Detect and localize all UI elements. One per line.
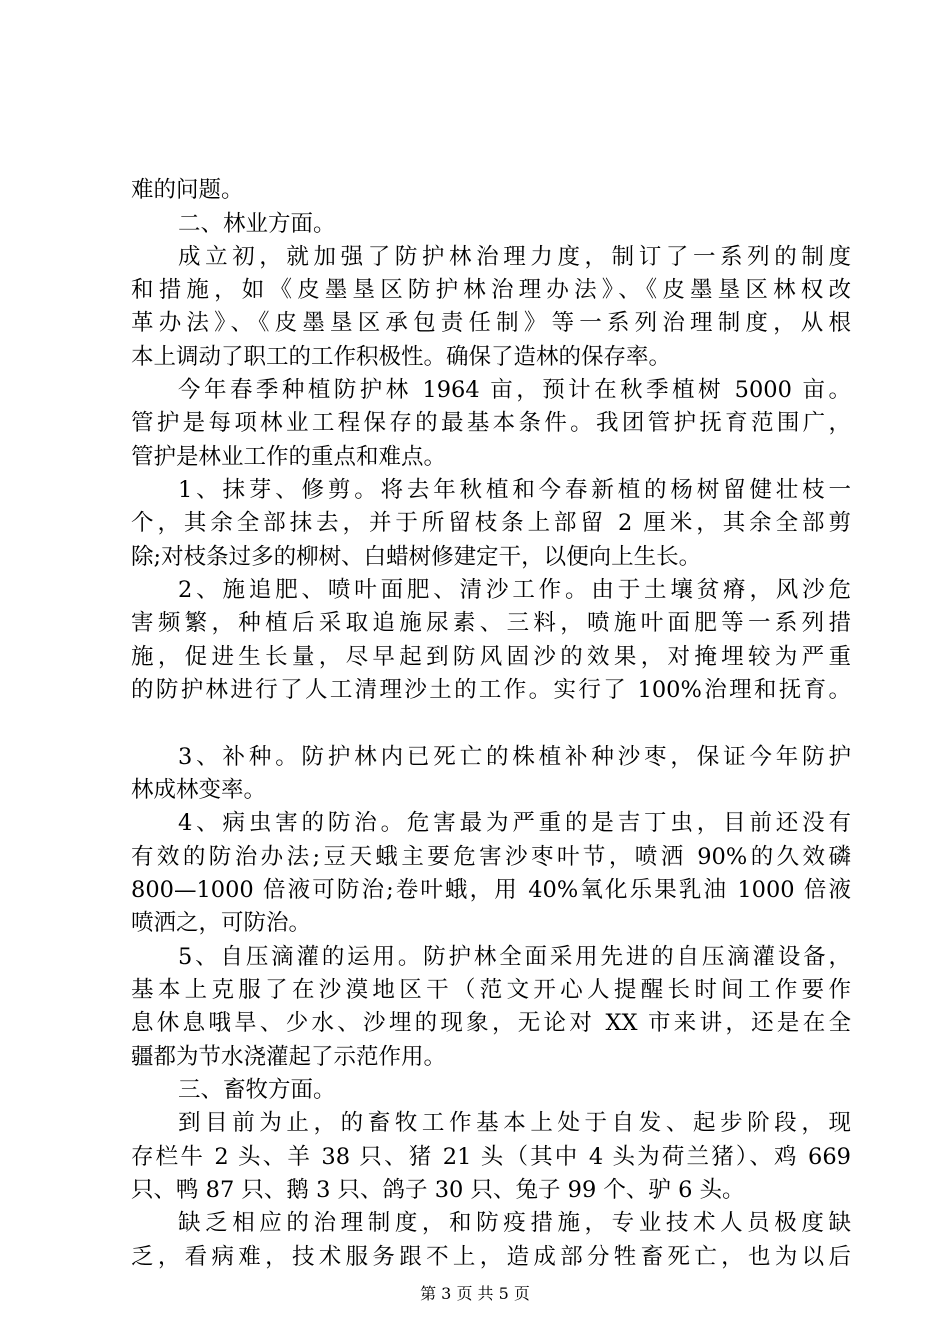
text-line: 管护是林业工作的重点和难点。 [131, 444, 447, 470]
text-line: 个，其余全部抹去，并于所留枝条上部留 2 厘米，其余全部剪 [131, 510, 851, 536]
text-line: 的防护林进行了人工清理沙土的工作。实行了 100%治理和抚育。 [131, 677, 851, 703]
text-line: 本上调动了职工的工作积极性。确保了造林的保存率。 [131, 344, 672, 370]
text-line: 缺乏相应的治理制度，和防疫措施，专业技术人员极度缺 [178, 1210, 851, 1236]
list-item-pruning: 1、抹芽、修剪。将去年秋植和今春新植的杨树留健壮枝一 [178, 477, 851, 503]
text-line: 革办法》、《皮墨垦区承包责任制》等一系列治理制度，从根 [131, 310, 851, 336]
text-line: 疆都为节水浇灌起了示范作用。 [131, 1044, 447, 1070]
list-item-drip-irrigation: 5、自压滴灌的运用。防护林全面采用先进的自压滴灌设备， [178, 944, 851, 970]
text-line: 难的问题。 [131, 177, 244, 203]
text-line: 存栏牛 2 头、羊 38 只、猪 21 头（其中 4 头为荷兰猪）、鸡 669 [131, 1144, 851, 1170]
list-item-pest-control: 4、病虫害的防治。危害最为严重的是吉丁虫，目前还没有 [178, 810, 851, 836]
text-line: 管护是每项林业工程保存的最基本条件。我团管护抚育范围广， [131, 410, 851, 436]
text-line: 今年春季种植防护林 1964 亩，预计在秋季植树 5000 亩。 [178, 377, 851, 403]
section-heading-livestock: 三、畜牧方面。 [178, 1077, 336, 1103]
text-line: 林成林变率。 [131, 777, 267, 803]
text-line: 施，促进生长量，尽早起到防风固沙的效果，对掩埋较为严重 [131, 644, 851, 670]
text-line: 喷洒之，可防治。 [131, 910, 312, 936]
list-item-fertilizing: 2、施追肥、喷叶面肥、清沙工作。由于土壤贫瘠，风沙危 [178, 577, 851, 603]
page-footer: 第 3 页 共 5 页 [420, 1284, 530, 1303]
text-line: 乏，看病难，技术服务跟不上，造成部分牲畜死亡，也为以后 [131, 1244, 851, 1270]
text-line: 和措施，如《皮墨垦区防护林治理办法》、《皮墨垦区林权改 [131, 277, 851, 303]
text-line: 800—1000 倍液可防治;卷叶蛾，用 40%氧化乐果乳油 1000 倍液 [131, 877, 851, 903]
text-line: 成立初，就加强了防护林治理力度，制订了一系列的制度 [178, 244, 851, 270]
section-heading-forestry: 二、林业方面。 [178, 211, 336, 237]
text-line: 害频繁，种植后采取追施尿素、三料，喷施叶面肥等一系列措 [131, 610, 851, 636]
text-line: 有效的防治办法;豆天蛾主要危害沙枣叶节，喷洒 90%的久效磷 [131, 844, 851, 870]
list-item-replanting: 3、补种。防护林内已死亡的株植补种沙枣，保证今年防护 [178, 744, 851, 770]
text-line: 只、鸭 87 只、鹅 3 只、鸽子 30 只、兔子 99 个、驴 6 头。 [131, 1177, 745, 1203]
text-line: 除;对枝条过多的柳树、白蜡树修建定干，以便向上生长。 [131, 544, 702, 570]
text-line: 基本上克服了在沙漠地区干（范文开心人提醒长时间工作要作 [131, 977, 851, 1003]
text-line: 息休息哦旱、少水、沙埋的现象，无论对 XX 市来讲，还是在全 [131, 1010, 851, 1036]
text-line: 到目前为止，的畜牧工作基本上处于自发、起步阶段，现 [178, 1110, 851, 1136]
